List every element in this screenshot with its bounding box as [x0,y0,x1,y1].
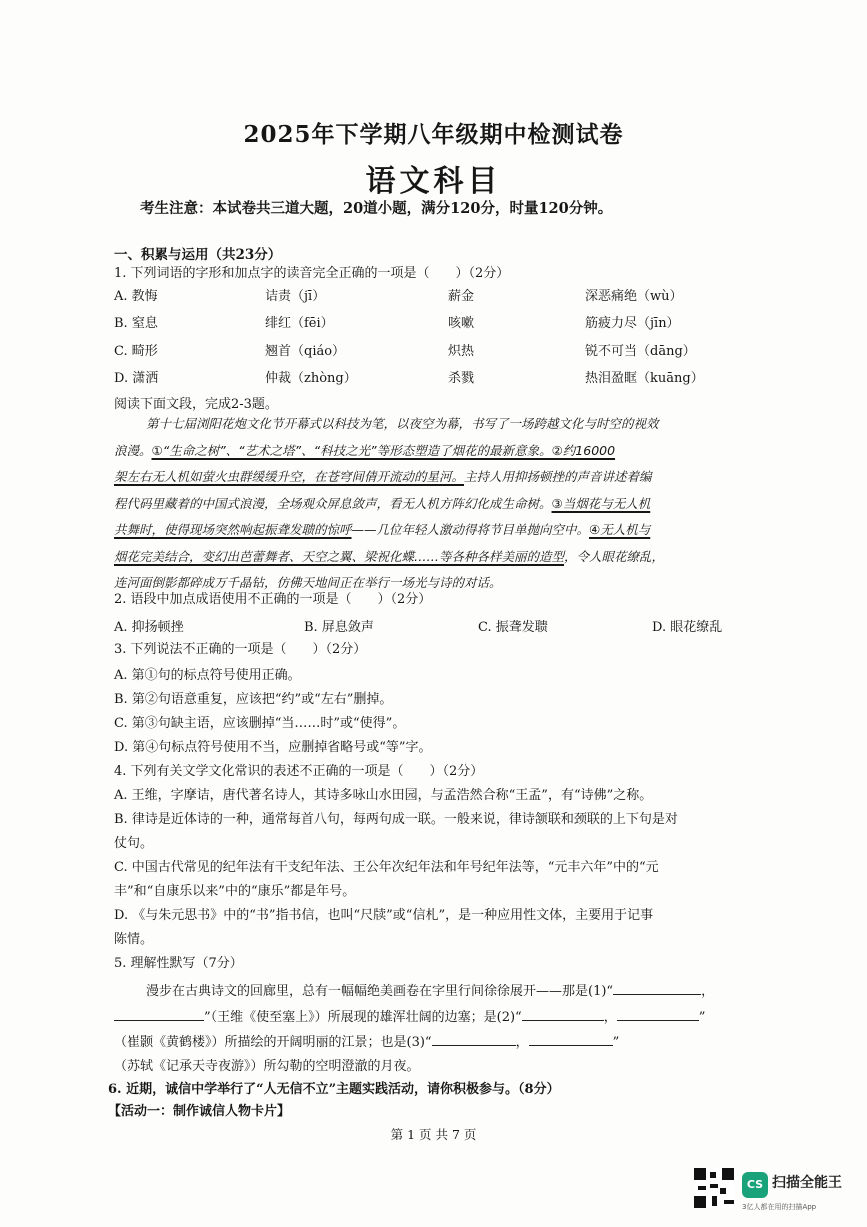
q3-option: A. 第①句的标点符号使用正确。 [114,668,301,683]
q2-option: B. 屏息敛声 [304,620,374,635]
passage-line [114,517,754,544]
passage-text: 主持人用抑扬顿挫的声音讲述着编 [464,469,652,484]
q5-text: ” [612,1035,620,1050]
q4-option-d-cont: 陈情。 [114,932,154,947]
q4-stem: 4. 下列有关文学文化常识的表述不正确的一项是（ ）（2分） [114,764,484,779]
qr-code-icon [694,1168,734,1208]
q5-line-1 [146,980,714,999]
camscanner-logo-icon: CS [742,1172,768,1198]
q5-line-4: （苏轼《记承天寺夜游》）所勾勒的空明澄澈的月夜。 [114,1059,420,1074]
q5-text: ” [698,1010,706,1025]
q1-cell: 绯红（fēi） [265,316,334,331]
passage-text: 程代码里藏着的中国式浪漫，全场观众屏息敛声，看无人机方阵幻化成生命树。 [114,495,552,511]
q1-cell: D. 潇洒 [114,371,159,386]
q5-stem: 5. 理解性默写（7分） [114,956,243,971]
q1-cell: 深恶痛绝（wù） [585,289,683,304]
q2-option: A. 抑扬顿挫 [114,620,184,635]
passage-sentence-4: ④无人机与 [589,522,651,537]
answer-blank-3a[interactable] [432,1031,516,1046]
passage-text: ——几位年轻人激动得将节目单抛向空中。 [351,522,590,537]
q4-option-b: B. 律诗是近体诗的一种，通常每首八句，每两句成一联。一般来说，律诗颔联和颈联的上下句是对 [114,812,678,827]
q1-cell: B. 窒息 [114,316,158,331]
q4-option-d: D. 《与朱元思书》中的“书”指书信，也叫“尺牍”或“信札”，是一种应用性文体，主要用于记事 [114,908,654,923]
q3-stem: 3. 下列说法不正确的一项是（ ）（2分） [114,642,367,657]
passage-text: 浪漫。 [114,442,152,458]
answer-blank-3b[interactable] [529,1031,613,1046]
camscanner-name: 扫描全能王 [772,1175,842,1191]
page-number: 第 1 页 共 7 页 [390,1127,477,1142]
q1-cell: 锐不可当（dāng） [585,344,696,359]
q3-option: B. 第②句语意重复，应该把“约”或“左右”删掉。 [114,692,393,707]
passage-sentence-3: ③当烟花与无人机 [551,495,651,511]
passage-text: ，令人眼花缭乱， [564,548,665,564]
q5-text: ”（王维《使至塞上》）所展现的雄浑壮阔的边塞；是(2)“ [204,1010,522,1025]
passage-line [114,464,754,491]
q5-text: ， [603,1010,617,1025]
q5-text: （崔颢《黄鹤楼》）所描绘的开阔明丽的江景；也是(3)“ [114,1035,432,1050]
exam-title: 2025年下学期八年级期中检测试卷 [243,121,624,148]
passage-line [114,491,754,518]
q1-cell: A. 教悔 [114,289,158,304]
q3-option: C. 第③句缺主语，应该删掉“当……时”或“使得”。 [114,716,406,731]
q2-option: D. 眼花缭乱 [652,620,723,635]
q1-cell: 仲裁（zhòng） [265,371,357,386]
q1-cell: 薪金 [448,289,475,304]
q4-option-b-cont: 仗句。 [114,836,154,851]
q5-text: 漫步在古典诗文的回廊里，总有一幅幅绝美画卷在字里行间徐徐展开——那是(1)“ [146,984,614,999]
q5-text: ， [701,984,715,999]
q4-option-c: C. 中国古代常见的纪年法有干支纪年法、王公年次纪年法和年号纪年法等，“元丰六年”中的“元 [114,860,659,875]
q1-cell: 筋疲力尽（jīn） [585,316,680,331]
q5-line-3 [114,1031,619,1050]
passage-line [114,438,754,465]
passage-sentence-4-cont: 烟花完美结合，变幻出芭蕾舞者、天空之翼、梁祝化蝶……等各种各样美丽的造型 [114,548,565,564]
passage-sentence-1: ①“生命之树”、“艺术之塔”、“科技之光”等形态塑造了烟花的最新意象。②约16000 [151,442,616,458]
q1-cell: 咳嗽 [448,316,475,331]
q6-stem: 6. 近期，诚信中学举行了“人无信不立”主题实践活动，请你积极参与。（8分） [108,1082,560,1097]
q1-cell: 翘首（qiáo） [265,344,346,359]
passage-sentence-2: 架左右无人机如萤火虫群缓缓升空，在苍穹间倩开流动的星河。 [114,469,465,484]
passage-line: 第十七届浏阳花炮文化节开幕式以科技为笔，以夜空为幕，书写了一场跨越文化与时空的视效 [146,416,659,431]
q1-cell: C. 畸形 [114,344,158,359]
q1-cell: 诘责（jī） [265,289,326,304]
answer-blank-2b[interactable] [617,1006,699,1021]
q1-cell: 炽热 [448,344,475,359]
q1-cell: 杀戮 [448,371,475,386]
q5-text: ， [515,1035,529,1050]
subject-title: 语文科目 [365,164,502,199]
section-1-heading: 一、积累与运用（共23分） [114,247,282,263]
q5-line-2 [114,1006,705,1025]
q2-option: C. 振聋发聩 [478,620,548,635]
q2-stem: 2. 语段中加点成语使用不正确的一项是（ ）（2分） [114,592,432,607]
q3-option: D. 第④句标点符号使用不当，应删掉省略号或“等”字。 [114,740,432,755]
passage-sentence-3-cont: 共舞时，使得现场突然响起振聋发聩的惊呼 [114,522,352,537]
exam-notice: 考生注意：本试卷共三道大题，20道小题，满分120分，时量120分钟。 [140,200,613,217]
q6-activity-1: 【活动一：制作诚信人物卡片】 [108,1104,291,1119]
reading-intro: 阅读下面文段，完成2-3题。 [114,397,278,412]
answer-blank-2a[interactable] [522,1006,604,1021]
answer-blank-1a[interactable] [613,980,701,995]
reading-passage [114,411,754,597]
passage-line: 连河面倒影都碎成万千晶钻，仿佛天地间正在举行一场光与诗的对话。 [114,575,502,590]
q4-option-c-cont: 丰”和“自康乐以来”中的“康乐”都是年号。 [114,884,356,899]
q1-cell: 热泪盈眶（kuāng） [585,371,704,386]
camscanner-tagline: 3亿人都在用的扫描App [742,1203,817,1211]
q1-stem: 1. 下列词语的字形和加点字的读音完全正确的一项是（ ）（2分） [114,266,510,281]
passage-line [114,544,754,571]
q4-option-a: A. 王维，字摩诘，唐代著名诗人，其诗多咏山水田园，与孟浩然合称“王孟”，有“诗佛”之称。 [114,788,653,803]
answer-blank-1b[interactable] [114,1006,204,1021]
